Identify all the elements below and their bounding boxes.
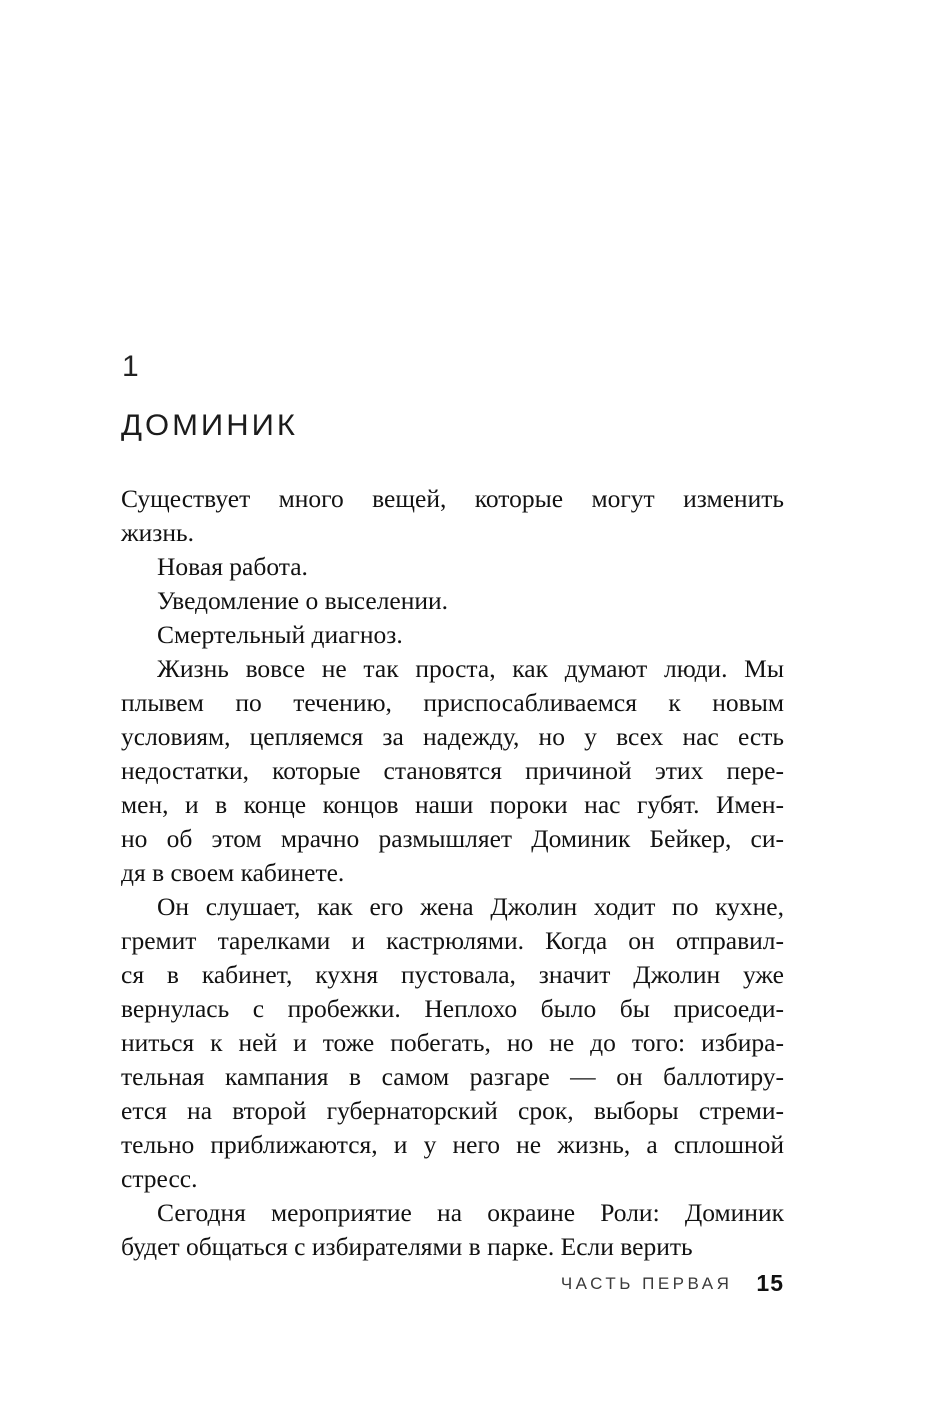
text-line: тельная кампания в самом разгаре — он баллотиру-: [121, 1062, 784, 1091]
text-line: условиям, цепляемся за надежду, но у всех нас есть: [121, 722, 784, 751]
text-line: ется на второй губернаторский срок, выборы стреми-: [121, 1096, 784, 1125]
page-number: 15: [756, 1270, 784, 1296]
text-line: жизнь.: [121, 518, 194, 547]
paragraph: [121, 550, 784, 584]
paragraph: [121, 652, 784, 890]
text-line: но об этом мрачно размышляет Доминик Бейкер, си-: [121, 824, 784, 853]
text-line: Новая работа.: [157, 552, 308, 581]
text-line: ниться к ней и тоже побегать, но не до того: избира-: [121, 1028, 784, 1057]
footer-section-title: ЧАСТЬ ПЕРВАЯ: [560, 1274, 733, 1293]
body-text: [121, 482, 784, 1264]
paragraph: [121, 584, 784, 618]
paragraph: [121, 618, 784, 652]
text-line: мен, и в конце концов наши пороки нас губят. Имен-: [121, 790, 784, 819]
text-line: Сегодня мероприятие на окраине Роли: Доминик: [157, 1198, 784, 1227]
text-line: тельно приближаются, и у него не жизнь, а сплошной: [121, 1130, 784, 1159]
text-line: дя в своем кабинете.: [121, 858, 345, 887]
chapter-number: 1: [122, 350, 139, 383]
text-line: гремит тарелками и кастрюлями. Когда он отправил-: [121, 926, 784, 955]
paragraph: [121, 482, 784, 550]
text-line: Смертельный диагноз.: [157, 620, 403, 649]
chapter-title: ДОМИНИК: [121, 408, 298, 442]
text-line: плывем по течению, приспосабливаемся к новым: [121, 688, 784, 717]
paragraph: [121, 890, 784, 1196]
text-line: Уведомление о выселении.: [157, 586, 449, 615]
text-line: вернулась с пробежки. Неплохо было бы присоеди-: [121, 994, 784, 1023]
text-line: Жизнь вовсе не так проста, как думают люди. Мы: [157, 654, 784, 683]
text-line: ся в кабинет, кухня пустовала, значит Джолин уже: [121, 960, 784, 989]
page-footer: [121, 1270, 784, 1297]
paragraph: [121, 1196, 784, 1264]
text-line: Существует много вещей, которые могут изменить: [121, 484, 784, 513]
text-line: стресс.: [121, 1164, 198, 1193]
text-line: Он слушает, как его жена Джолин ходит по кухне,: [157, 892, 784, 921]
text-line: недостатки, которые становятся причиной этих пере-: [121, 756, 784, 785]
text-line: будет общаться с избирателями в парке. Если верить: [121, 1232, 693, 1261]
